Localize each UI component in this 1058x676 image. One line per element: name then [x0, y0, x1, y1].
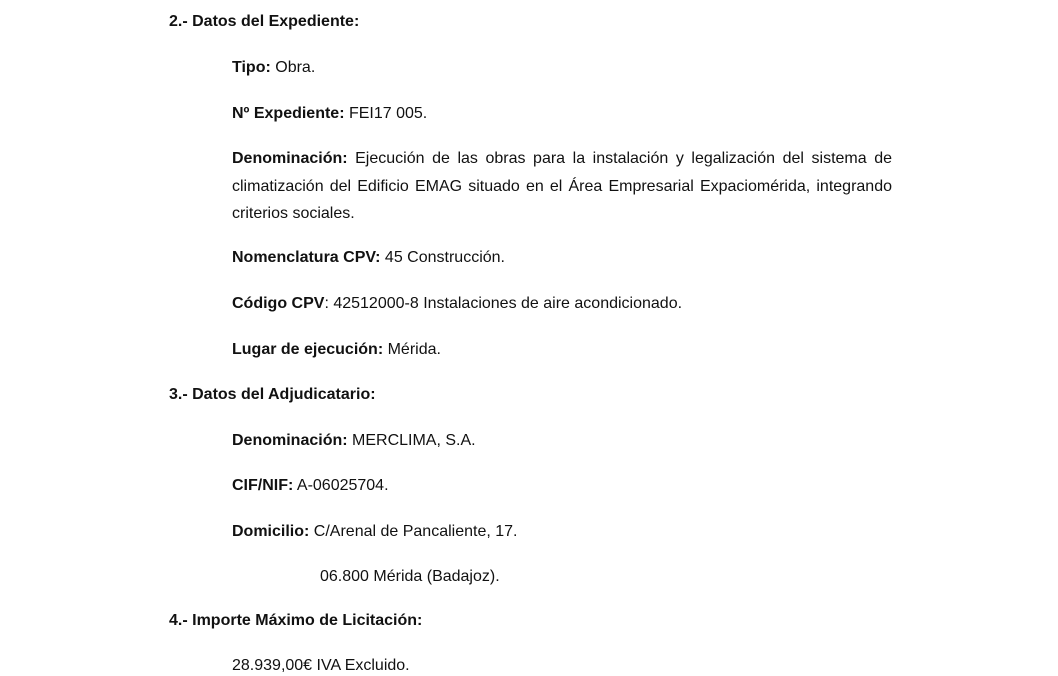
- field-tipo-label: Tipo:: [232, 59, 271, 76]
- field-cif-nif: [232, 476, 389, 496]
- field-nomenclatura-value: 45 Construcción.: [380, 249, 505, 266]
- field-domicilio-label: Domicilio:: [232, 523, 310, 540]
- field-tipo-value: Obra.: [270, 59, 316, 76]
- importe-value: 28.939,00€ IVA Excluido.: [232, 657, 410, 674]
- field-denominacion-label: Denominación:: [232, 150, 348, 167]
- field-cif-label: CIF/NIF:: [232, 477, 294, 494]
- field-codigo-cpv: [232, 294, 682, 314]
- field-denominacion-value: Ejecución de las obras para la instalación y legalización del sistema de climatización del Edificio EMAG situado en el Área Empresarial Expaciomérida, integrando criterios sociales.: [232, 150, 892, 222]
- field-codigo-value: : 42512000-8 Instalaciones de aire acondicionado.: [324, 295, 683, 312]
- field-denominacion-expediente: [232, 145, 892, 228]
- field-adj-denominacion-value: MERCLIMA, S.A.: [347, 432, 476, 449]
- field-nomenclatura-cpv: [232, 248, 505, 268]
- section-2-heading: 2.- Datos del Expediente:: [169, 13, 360, 30]
- field-nomenclatura-label: Nomenclatura CPV:: [232, 249, 381, 266]
- field-tipo: [232, 58, 315, 78]
- field-lugar-ejecucion: [232, 340, 441, 360]
- field-expediente: [232, 104, 427, 124]
- field-cif-value: A-06025704.: [293, 477, 389, 494]
- section-4-heading: 4.- Importe Máximo de Licitación:: [169, 612, 423, 629]
- field-domicilio-line2: 06.800 Mérida (Badajoz).: [320, 568, 500, 585]
- field-codigo-label: Código CPV: [232, 295, 325, 312]
- field-denominacion-adjudicatario: [232, 431, 476, 451]
- section-3-heading: 3.- Datos del Adjudicatario:: [169, 386, 376, 403]
- field-expediente-label: Nº Expediente:: [232, 105, 345, 122]
- field-lugar-value: Mérida.: [383, 341, 441, 358]
- field-domicilio: [232, 522, 517, 542]
- field-adj-denominacion-label: Denominación:: [232, 432, 348, 449]
- field-domicilio-value: C/Arenal de Pancaliente, 17.: [309, 523, 518, 540]
- field-expediente-value: FEI17 005.: [344, 105, 428, 122]
- field-lugar-label: Lugar de ejecución:: [232, 341, 384, 358]
